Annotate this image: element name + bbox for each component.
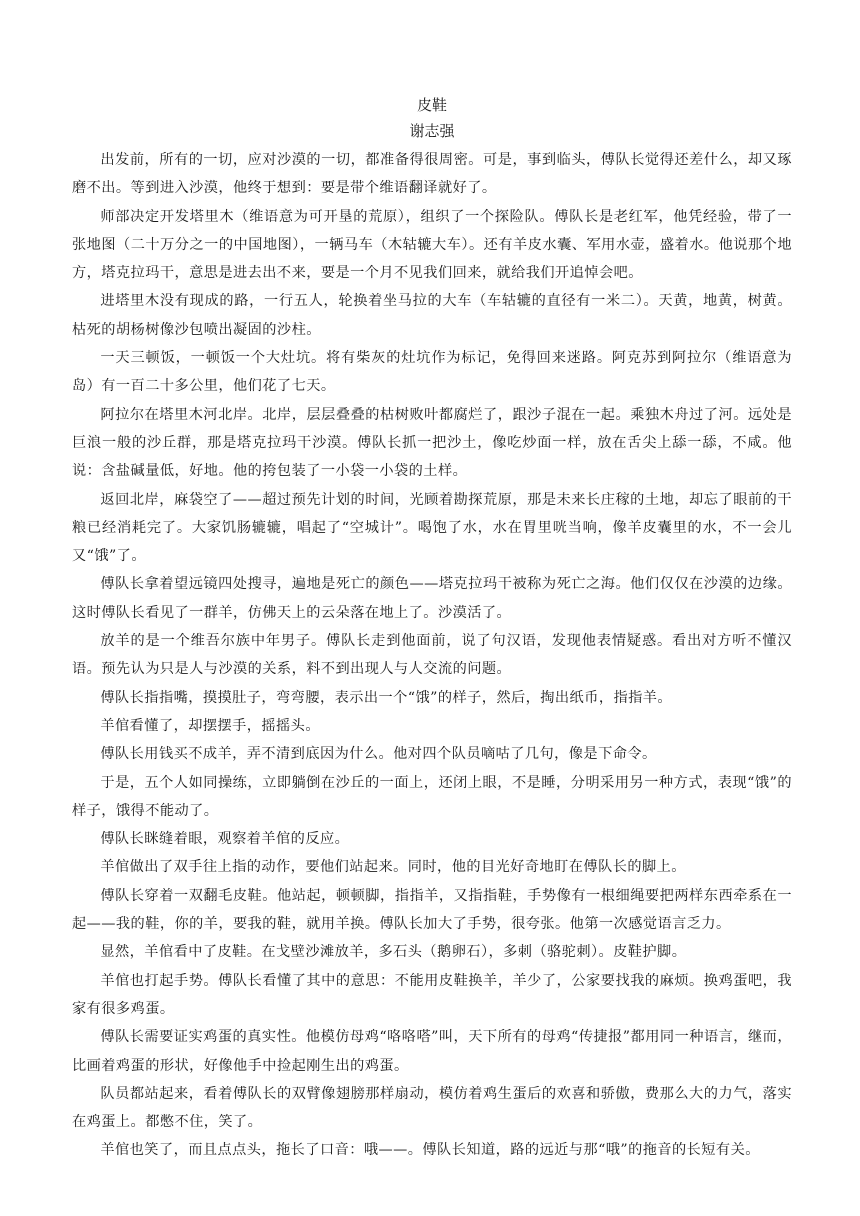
paragraph: 羊倌看懂了，却摆摆手，摇摇头。 [100,717,320,734]
paragraph: 队员都站起来，看着傅队长的双臂像翅膀那样扇动，模仿着鸡生蛋后的欢喜和骄傲，费那么大的力气，落实在鸡蛋上。都憋不住，笑了。 [72,1085,792,1131]
paragraph: 羊倌也笑了，而且点点头，拖长了口音：哦——。傅队长知道，路的远近与那“哦”的拖音的长短有关。 [100,1142,760,1159]
paragraph: 显然，羊倌看中了皮鞋。在戈壁沙滩放羊，多石头（鹅卵石），多刺（骆驼刺）。皮鞋护脚。 [100,944,687,961]
paragraph: 返回北岸，麻袋空了——超过预先计划的时间，光顾着勘探荒原，那是未来长庄稼的土地，却忘了眼前的干粮已经消耗完了。大家饥肠辘辘，唱起了“空城计”。喝饱了水，水在胃里咣当响，像羊皮囊里的水，不一会儿又“饿”了。 [72,491,792,565]
paragraph: 傅队长用钱买不成羊，弄不清到底因为什么。他对四个队员嘀咕了几句，像是下命令。 [100,746,657,763]
paragraph: 羊倌做出了双手往上指的动作，要他们站起来。同时，他的目光好奇地盯在傅队长的脚上。 [100,859,686,876]
paragraph: 进塔里木没有现成的路，一行五人，轮换着坐马拉的大车（车轱辘的直径有一米二）。天黄，地黄，树黄。枯死的胡杨树像沙包喷出凝固的沙柱。 [72,293,792,338]
paragraph: 放羊的是一个维吾尔族中年男子。傅队长走到他面前，说了句汉语，发现他表情疑惑。看出对方听不懂汉语。预先认为只是人与沙漠的关系，料不到出现人与人交流的问题。 [72,633,792,678]
paragraph: 师部决定开发塔里木（维语意为可开垦的荒原），组织了一个探险队。傅队长是老红军，他凭经验，带了一张地图（二十万分之一的中国地图），一辆马车（木轱辘大车）。还有羊皮水囊、军用水壶，盛着水。他说那个地方，塔克拉玛干，意思是进去出不来，要是一个月不见我们回来，就给我们开追悼会吧。 [72,208,792,282]
paragraph: 一天三顿饭，一顿饭一个大灶坑。将有柴灰的灶坑作为标记，免得回来迷路。阿克苏到阿拉尔（维语意为岛）有一百二十多公里，他们花了七天。 [72,350,792,395]
paragraph: 傅队长指指嘴，摸摸肚子，弯弯腰，表示出一个“饿”的样子，然后，掏出纸币，指指羊。 [100,689,673,706]
paragraph: 阿拉尔在塔里木河北岸。北岸，层层叠叠的枯树败叶都腐烂了，跟沙子混在一起。乘独木舟过了河。远处是巨浪一般的沙丘群，那是塔克拉玛干沙漠。傅队长抓一把沙土，像吃炒面一样，放在舌尖上舔一舔，不咸。他说：含盐碱量低，好地。他的挎包装了一小袋一小袋的土样。 [72,406,792,480]
document-page [72,92,792,1165]
paragraph: 傅队长眯缝着眼，观察着羊倌的反应。 [100,831,350,848]
paragraph: 羊倌也打起手势。傅队长看懂了其中的意思：不能用皮鞋换羊，羊少了，公家要找我的麻烦。换鸡蛋吧，我家有很多鸡蛋。 [72,972,792,1017]
paragraph: 出发前，所有的一切，应对沙漠的一切，都准备得很周密。可是，事到临头，傅队长觉得还差什么，却又琢磨不出。等到进入沙漠，他终于想到：要是带个维语翻译就好了。 [72,152,792,197]
paragraph: 傅队长拿着望远镜四处搜寻，遍地是死亡的颜色——塔克拉玛干被称为死亡之海。他们仅仅在沙漠的边缘。这时傅队长看见了一群羊，仿佛天上的云朵落在地上了。沙漠活了。 [72,576,792,621]
paragraph: 傅队长穿着一双翻毛皮鞋。他站起，顿顿脚，指指羊，又指指鞋，手势像有一根细绳要把两样东西牵系在一起——我的鞋，你的羊，要我的鞋，就用羊换。傅队长加大了手势，很夸张。他第一次感觉语言乏力。 [72,887,792,933]
paragraph: 于是，五个人如同操练，立即躺倒在沙丘的一面上，还闭上眼，不是睡，分明采用另一种方式，表现“饿”的样子，饿得不能动了。 [72,774,792,819]
document-author: 谢志强 [409,122,455,140]
paragraph: 傅队长需要证实鸡蛋的真实性。他模仿母鸡“咯咯嗒”叫，天下所有的母鸡“传捷报”都用同一种语言，继而，比画着鸡蛋的形状，好像他手中捡起刚生出的鸡蛋。 [72,1029,792,1074]
document-title: 皮鞋 [416,96,447,114]
